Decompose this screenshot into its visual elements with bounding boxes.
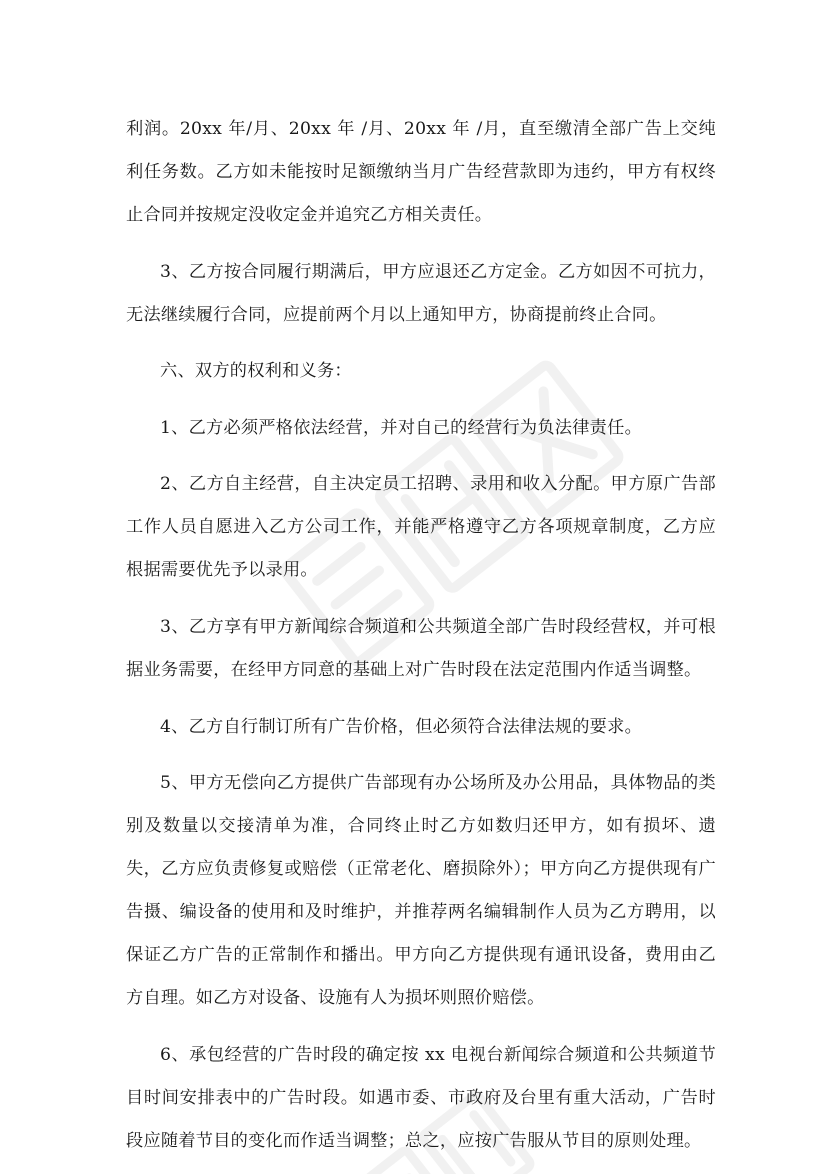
paragraph-profit-schedule: 利润。20xx 年/月、20xx 年 /月、20xx 年 /月，直至缴清全部广告上交纯利任务数。乙方如未能按时足额缴纳当月广告经营款即为违约，甲方有权终止合同并按规定没收定金并追究乙方相关责任。	[126, 119, 716, 225]
paragraph-right-5: 5、甲方无偿向乙方提供广告部现有办公场所及办公用品，具体物品的类别及数量以交接清单为准，合同终止时乙方如数归还甲方，如有损坏、遗失，乙方应负责修复或赔偿（正常老化、磨损除外）；甲方向乙方提供现有广告摄、编设备的使用和及时维护，并推荐两名编辑制作人员为乙方聘用，以保证乙方广告的正常制作和播出。甲方向乙方提供现有通讯设备，费用由乙方自理。如乙方对设备、设施有人为损坏则照价赔偿。	[126, 773, 716, 1009]
document-body	[126, 108, 716, 1176]
section-heading-rights-obligations: 六、双方的权利和义务：	[160, 361, 352, 382]
paragraph-right-2: 2、乙方自主经营，自主决定员工招聘、录用和收入分配。甲方原广告部工作人员自愿进入乙方公司工作，并能严格遵守乙方各项规章制度，乙方应根据需要优先予以录用。	[126, 474, 716, 581]
paragraph-right-6: 6、承包经营的广告时段的确定按 xx 电视台新闻综合频道和公共频道节目时间安排表中的广告时段。如遇市委、市政府及台里有重大活动，广告时段应随着节目的变化而作适当调整；总之，应按广告服从节目的原则处理。	[126, 1044, 716, 1151]
paragraph-clause-3-deposit: 3、乙方按合同履行期满后，甲方应退还乙方定金。乙方如因不可抗力，无法继续履行合同，应提前两个月以上通知甲方，协商提前终止合同。	[126, 261, 716, 325]
paragraph-right-4: 4、乙方自行制订所有广告价格，但必须符合法律法规的要求。	[160, 716, 643, 737]
paragraph-right-3: 3、乙方享有甲方新闻综合频道和公共频道全部广告时段经营权，并可根据业务需要，在经甲方同意的基础上对广告时段在法定范围内作适当调整。	[126, 616, 716, 680]
paragraph-right-1: 1、乙方必须严格依法经营，并对自己的经营行为负法律责任。	[160, 417, 643, 438]
